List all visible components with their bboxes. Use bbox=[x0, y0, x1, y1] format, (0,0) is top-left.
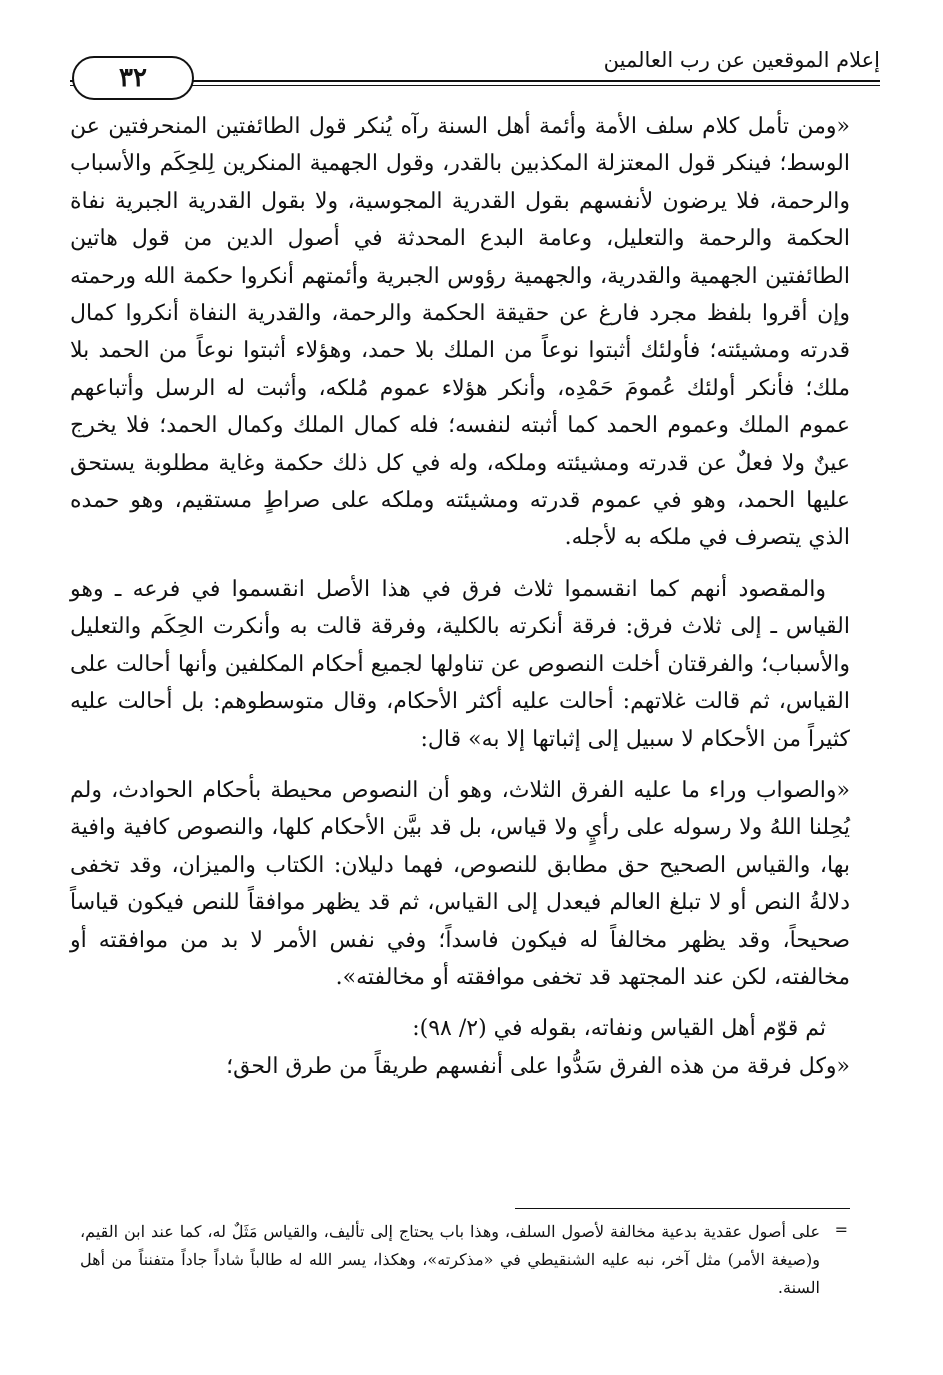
paragraph-quote-3: «والصواب وراء ما عليه الفرق الثلاث، وهو أن النصوص محيطة بأحكام الحوادث، ولم يُحِلنا اللهُ ولا رسوله على رأيٍ ولا قياس، بل قد بيَّن الأحكام كلها، والنصوص كافية وافية بها، والقياس الصحيح حق مطابق للنصوص، فهما دليلان: الكتاب والميزان، وقد تخفى دلالةُ النص أو لا تبلغ العالم فيعدل إلى القياس، ثم قد يظهر موافقاً للنص فيكون قياساً صحيحاً، وقد يظهر مخالفاً له فيكون فاسداً؛ وفي نفس الأمر لا بد من موافقته أو مخالفته، لكن عند المجتهد قد تخفى موافقته أو مخالفته». bbox=[70, 777, 850, 990]
header-title: إعلام الموقعين عن رب العالمين bbox=[603, 48, 880, 72]
footnote-text: على أصول عقدية بدعية مخالفة لأصول السلف، وهذا باب يحتاج إلى تأليف، والقياس مَثَلٌ له، كما عند ابن القيم، و(صيغة الأمر) مثل آخر، نبه عليه الشنقيطي في «مذكرته»، وهكذا، يسر الله له طالباً شاداً جاداً متفنناً من أهل السنة. bbox=[80, 1222, 821, 1297]
page-number-badge bbox=[72, 56, 194, 100]
footnote-continuation-mark: = bbox=[834, 1220, 848, 1239]
page-number: ٣٢ bbox=[119, 63, 147, 93]
paragraph-4: ثم قوّم أهل القياس ونفاته، بقوله في (٢/ ٩٨): bbox=[412, 1016, 826, 1042]
main-text bbox=[70, 108, 850, 1085]
paragraph-quote-5: «وكل فرقة من هذه الفرق سَدُّوا على أنفسهم طريقاً من طرق الحق؛ bbox=[226, 1053, 850, 1079]
footnote bbox=[80, 1218, 848, 1302]
paragraph-quote-1: «ومن تأمل كلام سلف الأمة وأئمة أهل السنة رآه يُنكر قول الطائفتين المنحرفتين عن الوسط؛ فينكر قول المعتزلة المكذبين بالقدر، وقول الجهمية المنكرين لِلحِكَم والأسباب والرحمة، فلا يرضون لأنفسهم بقول القدرية المجوسية، ولا بقول القدرية الجبرية نفاة الحكمة والرحمة والتعليل، وعامة البدع المحدثة في أصول الدين من قول هاتين الطائفتين الجهمية والقدرية، والجهمية رؤوس الجبرية وأئمتهم أنكروا حكمة الله ورحمته وإن أقروا بلفظ مجرد فارغ عن حقيقة الحكمة والرحمة، والقدرية النفاة أنكروا كمال قدرته ومشيئته؛ فأولئك أثبتوا نوعاً من الملك بلا حمد، وهؤلاء أثبتوا نوعاً من الحمد بلا ملك؛ فأنكر أولئك عُمومَ حَمْدِه، وأنكر هؤلاء عموم مُلكه، وأثبت له الرسل وأتباعهم عموم الملك وعموم الحمد كما أثبته لنفسه؛ فله كمال الملك وكمال الحمد؛ فلا يخرج عينٌ ولا فعلٌ عن قدرته ومشيئته وملكه، وله في كل ذلك حكمة وغاية مطلوبة يستحق عليها الحمد، وهو في عموم قدرته ومشيئته وملكه على صراطٍ مستقيم، وهو حمده الذي يتصرف في ملكه به لأجله. bbox=[70, 114, 850, 551]
footnote-separator bbox=[515, 1208, 850, 1209]
running-header bbox=[70, 40, 880, 100]
paragraph-2: والمقصود أنهم كما انقسموا ثلاث فرق في هذا الأصل انقسموا في فرعه ـ وهو القياس ـ إلى ثلاث فرق: فرقة أنكرته بالكلية، وفرقة قالت به وأنكرت الحِكَم والتعليل والأسباب؛ والفرقتان أخلت النصوص عن تناولها لجميع أحكام المكلفين وأنها أحالت على القياس، ثم قالت غلاتهم: أحالت عليه أكثر الأحكام، وقال متوسطوهم: بل أحالت عليه كثيراً من الأحكام لا سبيل إلى إثباتها إلا به» قال: bbox=[70, 576, 850, 752]
